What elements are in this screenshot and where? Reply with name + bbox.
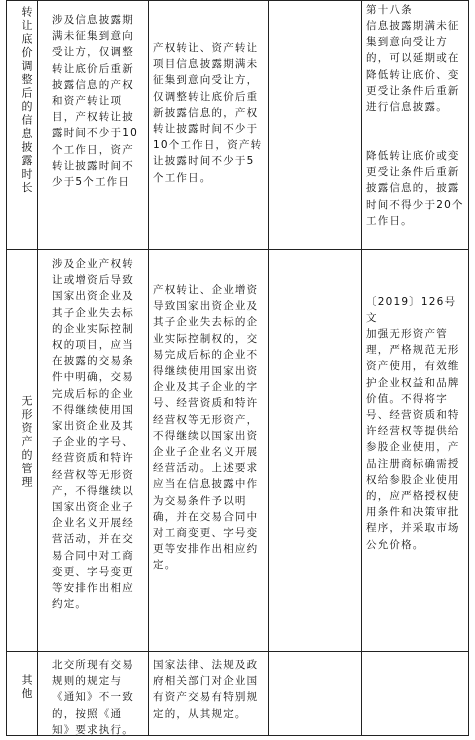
table-border-top bbox=[6, 0, 469, 1]
column-divider-1 bbox=[37, 0, 38, 736]
column-divider-4 bbox=[361, 0, 362, 736]
row1-col2-text: 产权转让、资产转让项目信息披露期满未征集到意向受让方，仅调整转让底价后重新披露信息的，产权转让披露时间不少于10个工作日，资产转让披露时间不少于5个工作日。 bbox=[153, 42, 263, 184]
row-label-reserve-price: 转让底价调整后的信息披露时长 bbox=[20, 6, 33, 195]
table-border-right bbox=[468, 0, 469, 736]
row2-col4-text: 加强无形资产管理，严格规范无形资产使用，有效维护企业权益和品牌价值。不得将字号、经营资质和特许经营权等提供给参股企业使用，产品注册商标确需授权给参股企业使用的，应严格授权使用条件和决策审批程序，并采取市场公允价格。 bbox=[366, 328, 460, 551]
row-label-intangible-assets: 无形资产的管理 bbox=[20, 395, 33, 490]
row1-col4-text-a: 信息披露期满未征集到意向受让方的，可以延期或在降低转让底价、变更受让条件后重新进行信息披露。 bbox=[366, 20, 460, 114]
row-label-other: 其他 bbox=[20, 674, 33, 701]
row2-col1-text: 涉及企业产权转让或增资后导致国家出资企业及其子企业失去标的企业实际控制权的项目，应当在披露的交易条件中明确，交易完成后标的企业不得继续使用国家出资企业及其子企业的字号、经营资质和特许经营权等无形资产，不得继续以国家出资企业子企业名义开展经营活动，并在交易合同中对工商变更、字号变更等安排作出相应约定。 bbox=[52, 258, 134, 611]
row2-col4-doc-number: 〔2019〕126号文 bbox=[366, 296, 457, 325]
column-divider-2 bbox=[148, 0, 149, 736]
table-border-left bbox=[6, 0, 7, 736]
row1-col4-text-b: 降低转让底价或变更受让条件后重新披露信息的，披露时间不得少于20个工作日。 bbox=[366, 150, 464, 227]
row1-col4-article: 第十八条 bbox=[366, 4, 413, 16]
row3-col1-text: 北交所现有交易规则的规定与《通知》不一致的，按照《通知》要求执行。 bbox=[52, 659, 134, 736]
row3-col2-text: 国家法律、法规及政府相关部门对企业国有资产交易有特别规定的，从其规定。 bbox=[153, 659, 259, 720]
row-divider-2 bbox=[6, 651, 469, 652]
column-divider-3 bbox=[268, 0, 269, 736]
row2-col2-text: 产权转让、企业增资导致国家出资企业及其子企业失去标的企业实际控制权的，交易完成后标的企业不得继续使用国家出资企业及其子企业的字号、经营资质和特许经营权等无形资产，不得继续以国家出资企业子企业名义开展经营活动。上述要求应当在信息披露中作为交易条件予以明确，并在交易合同中对工商变更、字号变更等安排作出相应约定。 bbox=[153, 284, 259, 572]
row1-col1-text: 涉及信息披露期满未征集到意向受让方，仅调整转让底价后重新披露信息的产权和资产转让项目，产权转让披露时间不少于10个工作日，资产转让披露时间不少于5个工作日 bbox=[52, 14, 138, 189]
row-divider-1 bbox=[6, 249, 469, 250]
